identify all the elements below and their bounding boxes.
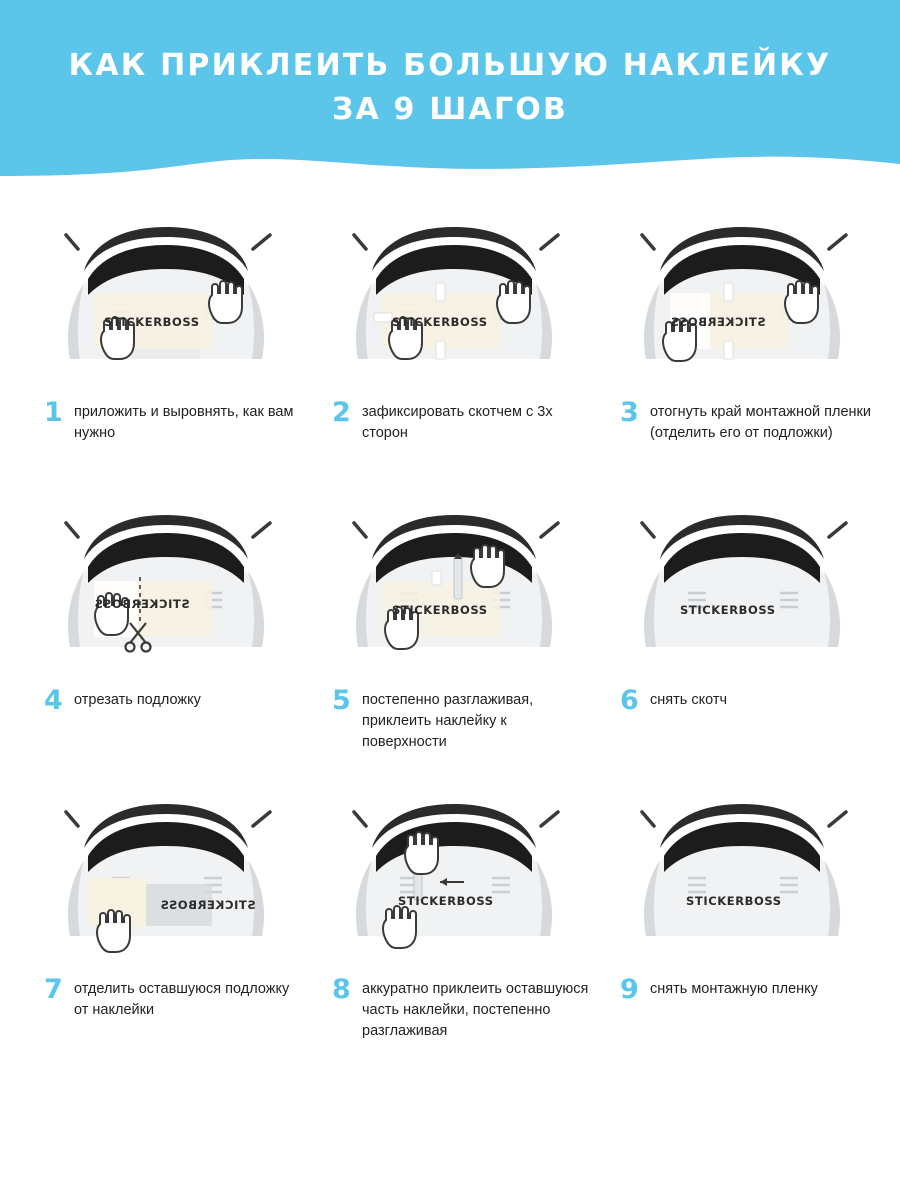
step-cell-6: [606, 488, 882, 777]
sticker-brand-label: STICKERBOSS: [392, 602, 488, 617]
step-caption-2: [318, 392, 594, 488]
header-title-block: [0, 0, 900, 132]
sticker-brand-label: STICKERBOSS: [94, 596, 190, 611]
sticker-brand-label: STICKERBOSS: [686, 893, 782, 908]
step-number: 4: [44, 685, 63, 716]
step-number: 6: [620, 685, 639, 716]
squeegee-tool: [454, 553, 462, 599]
step-illustration-8: [318, 777, 594, 969]
step-text: аккуратно приклеить оставшуюся часть наклейки, постепенно разглаживая: [362, 981, 589, 1039]
step-illustration-3: [606, 200, 882, 392]
step-illustration-9: [606, 777, 882, 969]
step-illustration-7: [30, 777, 306, 969]
step-caption-9: [606, 969, 882, 1065]
sticker-brand-label: STICKERBOSS: [680, 602, 776, 617]
car-illustration: [336, 786, 576, 961]
step-cell-2: [318, 200, 594, 488]
step-caption-4: [30, 680, 306, 776]
step-text: отрезать подложку: [74, 692, 201, 708]
step-cell-4: [30, 488, 306, 777]
step-number: 5: [332, 685, 351, 716]
step-caption-3: [606, 392, 882, 488]
car-illustration: [336, 497, 576, 672]
car-illustration: [48, 497, 288, 672]
car-illustration: [624, 209, 864, 384]
step-illustration-6: [606, 488, 882, 680]
hand-cursor-icon: [471, 545, 504, 587]
sticker-brand-label: STICKERBOSS: [670, 314, 766, 329]
step-text: отогнуть край монтажной пленки (отделить его от подложки): [650, 404, 871, 441]
step-illustration-5: [318, 488, 594, 680]
car-illustration: [48, 786, 288, 961]
step-cell-9: [606, 777, 882, 1066]
step-cell-5: [318, 488, 594, 777]
step-caption-6: [606, 680, 882, 776]
step-number: 2: [332, 397, 351, 428]
step-illustration-1: [30, 200, 306, 392]
steps-grid: [30, 178, 870, 1066]
step-text: зафиксировать скотчем с 3х сторон: [362, 404, 553, 441]
step-number: 7: [44, 974, 63, 1005]
page-title-line2: ЗА 9 ШАГОВ: [331, 92, 569, 127]
car-illustration: [624, 786, 864, 961]
hand-cursor-icon: [785, 281, 818, 323]
hand-cursor-icon: [97, 910, 130, 952]
step-text: отделить оставшуюся подложку от наклейки: [74, 981, 290, 1018]
sticker-brand-label: STICKERBOSS: [392, 314, 488, 329]
step-number: 1: [44, 397, 63, 428]
step-caption-5: [318, 680, 594, 777]
page-header: [0, 0, 900, 178]
tape-piece: [432, 571, 441, 585]
step-caption-8: [318, 969, 594, 1066]
page-title-line1: КАК ПРИКЛЕИТЬ БОЛЬШУЮ НАКЛЕЙКУ: [68, 48, 832, 83]
step-text: снять скотч: [650, 692, 728, 708]
step-number: 9: [620, 974, 639, 1005]
step-cell-7: [30, 777, 306, 1066]
sticker-brand-label: STICKERBOSS: [160, 897, 256, 912]
page-title: [0, 44, 900, 132]
hand-cursor-icon: [209, 281, 242, 323]
hand-cursor-icon: [497, 281, 530, 323]
step-number: 3: [620, 397, 639, 428]
hand-cursor-icon: [405, 832, 438, 874]
step-text: снять монтажную пленку: [650, 981, 818, 997]
car-illustration: [624, 497, 864, 672]
hand-cursor-icon: [383, 906, 416, 948]
car-illustration: [48, 209, 288, 384]
sticker-brand-label: STICKERBOSS: [104, 314, 200, 329]
sticker-brand-label: STICKERBOSS: [398, 893, 494, 908]
step-text: приложить и выровнять, как вам нужно: [74, 404, 294, 441]
step-text: постепенно разглаживая, приклеить наклейку к поверхности: [362, 692, 534, 750]
step-caption-1: [30, 392, 306, 488]
step-illustration-4: [30, 488, 306, 680]
step-cell-3: [606, 200, 882, 488]
step-number: 8: [332, 974, 351, 1005]
car-illustration: [336, 209, 576, 384]
step-illustration-2: [318, 200, 594, 392]
step-cell-8: [318, 777, 594, 1066]
step-caption-7: [30, 969, 306, 1065]
step-cell-1: [30, 200, 306, 488]
header-wave-decoration: [0, 146, 900, 178]
